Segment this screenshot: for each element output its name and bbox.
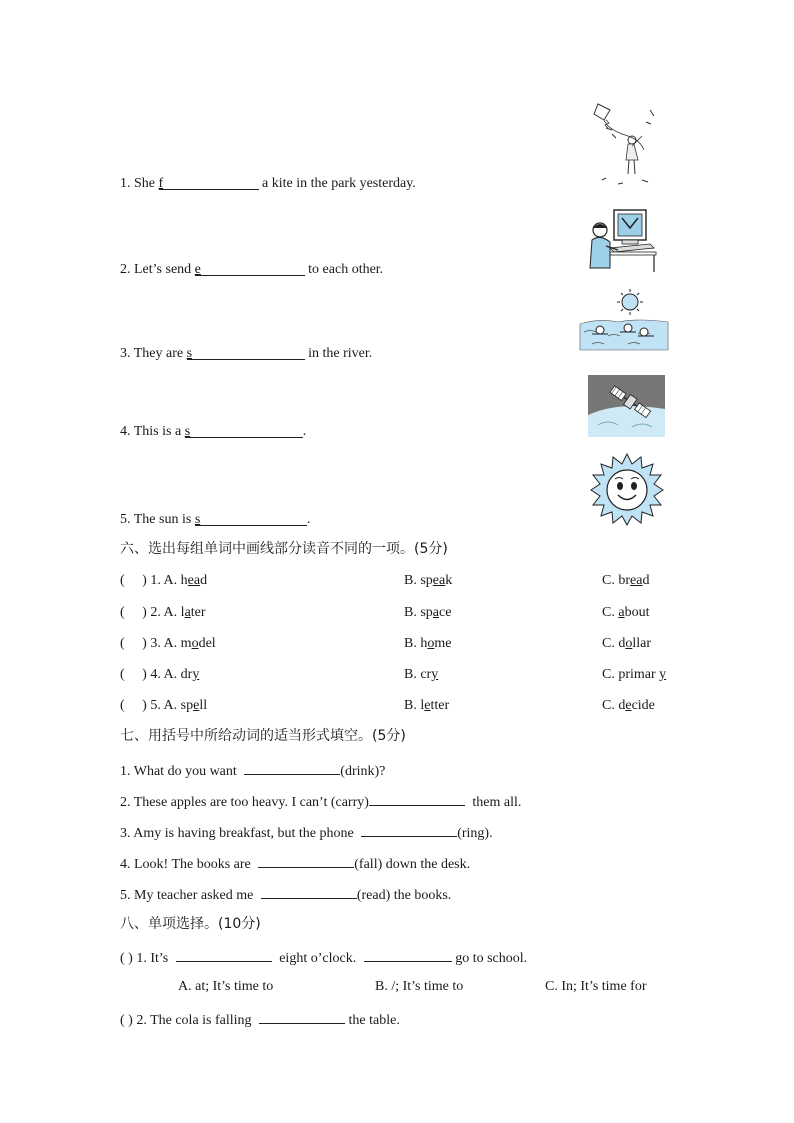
fill-item-5 <box>120 511 310 529</box>
option-b[interactable] <box>404 572 452 590</box>
verb-blank-3[interactable] <box>361 822 457 837</box>
option-label: C. <box>602 698 615 713</box>
underlined-letters: o <box>191 636 199 651</box>
word-option <box>181 636 216 651</box>
item-text: She <box>134 176 155 191</box>
fill-item-2 <box>120 261 383 279</box>
pronunciation-question-2[interactable] <box>120 604 206 622</box>
item-text: 4. Look! The books are <box>120 857 251 872</box>
question-number: ( ) 1. A. <box>120 573 178 588</box>
word-part: d <box>642 573 650 588</box>
underlined-letters: y <box>431 667 439 682</box>
word-part: l <box>420 698 425 713</box>
item-text: them all. <box>472 795 522 810</box>
item-text: Let’s send <box>134 262 192 277</box>
answer-blank-5[interactable] <box>195 511 307 526</box>
verb-item-5 <box>120 884 451 905</box>
question-number: ( ) 4. A. <box>120 667 178 682</box>
section-6-title: 六、选出每组单词中画线部分读音不同的一项。(5分) <box>120 541 448 557</box>
option-c[interactable] <box>602 635 651 653</box>
word-part: del <box>198 636 216 651</box>
word-part: sp <box>180 698 194 713</box>
answer-blank-3[interactable] <box>187 345 305 360</box>
item-number: 3. <box>120 346 131 361</box>
item-number: 5. <box>120 512 131 527</box>
choice-question-1 <box>120 947 527 968</box>
word-option <box>618 667 666 682</box>
word-part: k <box>445 573 453 588</box>
option-c[interactable] <box>602 604 649 622</box>
word-option <box>420 573 452 588</box>
pronunciation-question-4[interactable] <box>120 666 199 684</box>
underlined-letters: o <box>625 636 633 651</box>
item-text: to each other. <box>308 262 384 277</box>
underlined-letters: a <box>184 605 191 620</box>
answer-blank-1[interactable] <box>159 175 259 190</box>
section-8-title: 八、单项选择。(10分) <box>120 916 261 932</box>
option-c[interactable] <box>602 572 649 590</box>
underlined-letters: e <box>424 698 431 713</box>
word-option <box>618 605 649 620</box>
fill-item-1 <box>120 175 416 193</box>
underlined-letters: y <box>659 667 667 682</box>
word-option <box>420 667 438 682</box>
word-part: d <box>618 698 626 713</box>
word-option <box>618 636 651 651</box>
answer-blank-4[interactable] <box>185 423 303 438</box>
word-part: primar <box>618 667 660 682</box>
option-label: B. <box>404 573 417 588</box>
item-text: The sun is <box>133 512 192 527</box>
choice-option-c[interactable]: C. In; It’s time for <box>545 979 647 994</box>
word-option <box>420 605 451 620</box>
choice-blank-1b[interactable] <box>364 947 452 962</box>
verb-blank-2[interactable] <box>369 791 465 806</box>
word-option <box>618 573 649 588</box>
item-text: 2. These apples are too heavy. I can’t (carry) <box>120 795 369 810</box>
sunny-sun-picture <box>589 452 665 526</box>
option-label: B. <box>404 636 417 651</box>
answer-blank-2[interactable] <box>195 261 305 276</box>
kite-girl-picture <box>588 100 660 190</box>
word-option <box>181 698 207 713</box>
word-option <box>420 636 451 651</box>
option-b[interactable] <box>404 635 451 653</box>
first-letter: e <box>194 262 201 277</box>
question-number: ( ) 5. A. <box>120 698 178 713</box>
question-text: go to school. <box>455 951 528 966</box>
word-part: sp <box>420 573 433 588</box>
choice-option-a[interactable]: A. at; It’s time to <box>178 979 274 994</box>
word-part: d <box>200 573 208 588</box>
item-text: (read) the books. <box>356 888 452 903</box>
word-part: ter <box>190 605 206 620</box>
underlined-letters: ea <box>630 573 643 588</box>
word-part: cr <box>420 667 432 682</box>
word-part: bout <box>624 605 650 620</box>
verb-item-2 <box>120 791 521 812</box>
item-number: 1. <box>120 176 131 191</box>
verb-item-3 <box>120 822 493 843</box>
verb-blank-4[interactable] <box>258 853 354 868</box>
underlined-letters: ea <box>432 573 446 588</box>
pronunciation-question-5[interactable] <box>120 697 207 715</box>
word-part: ce <box>439 605 452 620</box>
verb-item-4 <box>120 853 470 874</box>
item-text: in the river. <box>308 346 373 361</box>
first-letter: s <box>194 512 201 527</box>
item-text: (fall) down the desk. <box>354 857 471 872</box>
option-label: C. <box>602 573 615 588</box>
word-part: cide <box>631 698 655 713</box>
word-part: h <box>420 636 428 651</box>
item-text: (ring). <box>457 826 493 841</box>
first-letter: s <box>184 424 191 439</box>
underlined-letters: ea <box>187 573 201 588</box>
option-b[interactable] <box>404 666 438 684</box>
word-part: llar <box>632 636 651 651</box>
item-text: 3. Amy is having breakfast, but the phone <box>120 826 354 841</box>
underlined-letters: o <box>427 636 435 651</box>
space-station-picture <box>588 375 665 437</box>
option-label: C. <box>602 667 615 682</box>
pronunciation-question-3[interactable] <box>120 635 216 653</box>
option-label: B. <box>404 667 417 682</box>
underlined-letters: y <box>192 667 200 682</box>
word-part: sp <box>420 605 433 620</box>
word-part: br <box>618 573 631 588</box>
item-text: They are <box>133 346 184 361</box>
option-label: C. <box>602 636 615 651</box>
section-7-title: 七、用括号中所给动词的适当形式填空。(5分) <box>120 728 406 744</box>
item-text: a kite in the park yesterday. <box>262 176 416 191</box>
underlined-letters: e <box>193 698 200 713</box>
word-option <box>181 667 200 682</box>
option-b[interactable] <box>404 604 451 622</box>
choice-option-b[interactable]: B. /; It’s time to <box>375 979 464 994</box>
option-c[interactable] <box>602 666 666 684</box>
item-text: This is a <box>133 424 182 439</box>
item-text: (drink)? <box>340 764 386 779</box>
first-letter: f <box>158 176 164 191</box>
option-c[interactable] <box>602 697 655 715</box>
choice-blank-2[interactable] <box>259 1009 345 1024</box>
computer-user-picture <box>588 208 660 274</box>
question-text: ( ) 2. The cola is falling <box>120 1013 252 1028</box>
underlined-letters: e <box>625 698 632 713</box>
swimming-picture <box>578 288 670 354</box>
pronunciation-question-1[interactable] <box>120 572 207 590</box>
first-letter: s <box>186 346 193 361</box>
word-part: dr <box>180 667 193 682</box>
question-number: ( ) 3. A. <box>120 636 178 651</box>
word-part: ll <box>199 698 208 713</box>
word-option <box>181 573 207 588</box>
choice-blank-1a[interactable] <box>176 947 272 962</box>
choice-question-2 <box>120 1009 400 1030</box>
item-text: 1. What do you want <box>120 764 237 779</box>
option-label: C. <box>602 605 615 620</box>
option-label: B. <box>404 698 417 713</box>
option-b[interactable] <box>404 697 449 715</box>
word-option <box>420 698 449 713</box>
question-number: ( ) 2. A. <box>120 605 178 620</box>
item-text: . <box>306 512 311 527</box>
question-text: ( ) 1. It’s <box>120 951 169 966</box>
item-number: 4. <box>120 424 131 439</box>
word-part: m <box>180 636 192 651</box>
underlined-letters: a <box>618 605 625 620</box>
word-option <box>618 698 655 713</box>
fill-item-4 <box>120 423 306 441</box>
underlined-letters: a <box>432 605 440 620</box>
question-text: eight o’clock. <box>279 951 357 966</box>
item-number: 2. <box>120 262 131 277</box>
word-part: d <box>618 636 626 651</box>
question-text: the table. <box>348 1013 400 1028</box>
verb-blank-1[interactable] <box>244 760 340 775</box>
word-part: l <box>180 605 185 620</box>
word-part: h <box>180 573 188 588</box>
verb-blank-5[interactable] <box>261 884 357 899</box>
option-label: B. <box>404 605 417 620</box>
word-option <box>181 605 206 620</box>
fill-item-3 <box>120 345 372 363</box>
item-text: . <box>302 424 307 439</box>
verb-item-1 <box>120 760 385 781</box>
item-text: 5. My teacher asked me <box>120 888 254 903</box>
word-part: me <box>434 636 452 651</box>
word-part: tter <box>430 698 450 713</box>
